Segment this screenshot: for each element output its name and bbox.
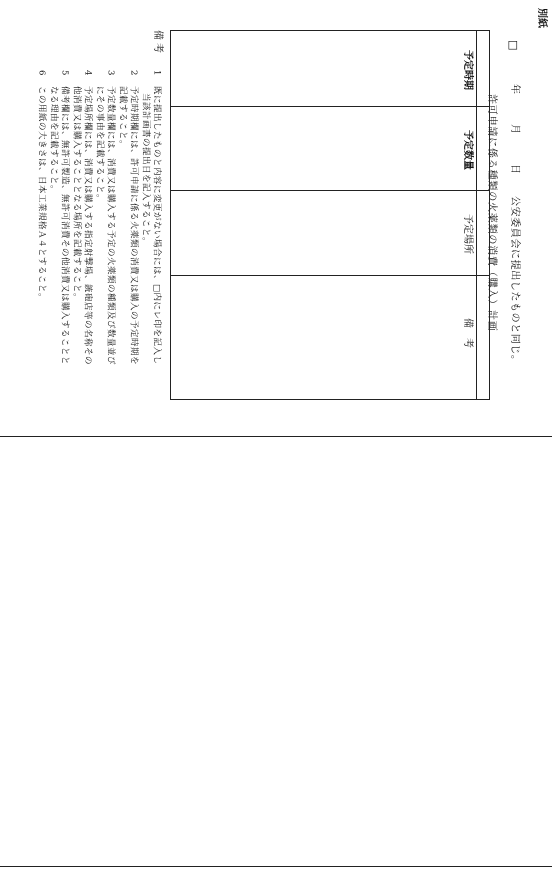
- page-label: 別紙: [536, 8, 547, 28]
- header-scheduled-time: 予定時期: [462, 50, 473, 90]
- remark-3-line-2: にその事由を記載すること。: [94, 86, 105, 204]
- form-title: 許可申請に係る種類の火薬類の消費（購入）計画: [486, 94, 497, 332]
- remark-1-line-1: 既に提出したものと内容に変更がない場合には、□内にレ印を記入し: [151, 86, 162, 365]
- remark-5-number: 5: [59, 70, 70, 76]
- remark-3-line-1: 予定数量欄には、消費又は購入する予定の火薬類の種類及び数量並び: [105, 86, 116, 366]
- remark-2-line-2: 記載すること。: [117, 86, 128, 150]
- remark-1-number: 1: [151, 70, 162, 76]
- remark-2-line-1: 予定時期欄には、許可申請に係る火薬類の消費又は購入の予定時期を: [128, 86, 139, 366]
- date-note: 公安委員会に提出したものと同じ。: [509, 196, 520, 366]
- remarks-heading: 備考: [152, 30, 163, 56]
- cell-scheduled-time[interactable]: [172, 32, 474, 105]
- remark-5-line-1: 備考欄には、無許可製造、無許可消費その他消費又は購入することと: [59, 86, 70, 366]
- header-scheduled-place: 予定場所: [462, 214, 473, 254]
- table-row-divider-2: [170, 190, 490, 191]
- table-row-divider-3: [170, 275, 490, 276]
- remark-4-number: 4: [82, 70, 93, 76]
- date-checkbox[interactable]: □: [507, 40, 520, 51]
- remark-3-number: 3: [105, 70, 116, 76]
- bottom-rule: [0, 866, 552, 867]
- top-separator-rule: [0, 436, 552, 437]
- remark-2-number: 2: [128, 70, 139, 76]
- remark-1-line-2: 当該計画書の提出日を記入すること。: [140, 93, 151, 247]
- remark-6-line-1: この用紙の大きさは、日本工業規格Ａ４とすること。: [36, 86, 47, 303]
- remark-6-number: 6: [36, 70, 47, 76]
- date-day-label: 日: [509, 164, 520, 174]
- table-header-divider: [476, 30, 477, 400]
- cell-scheduled-quantity[interactable]: [172, 108, 474, 189]
- header-remarks: 備 考: [462, 318, 473, 348]
- cell-scheduled-place[interactable]: [172, 192, 474, 274]
- remark-4-line-2: 他消費又は購入することとなる場所を記載すること。: [71, 86, 82, 303]
- header-scheduled-quantity: 予定数量: [462, 130, 473, 170]
- remark-5-line-2: なる理由を記載すること。: [48, 86, 59, 195]
- date-month-label: 月: [509, 124, 520, 134]
- date-year-label: 年: [509, 84, 520, 94]
- remark-4-line-1: 予定場所欄には、消費又は購入する指定射撃場、銃砲店等の名称その: [82, 86, 93, 366]
- cell-remarks[interactable]: [172, 277, 474, 398]
- table-row-divider-1: [170, 106, 490, 107]
